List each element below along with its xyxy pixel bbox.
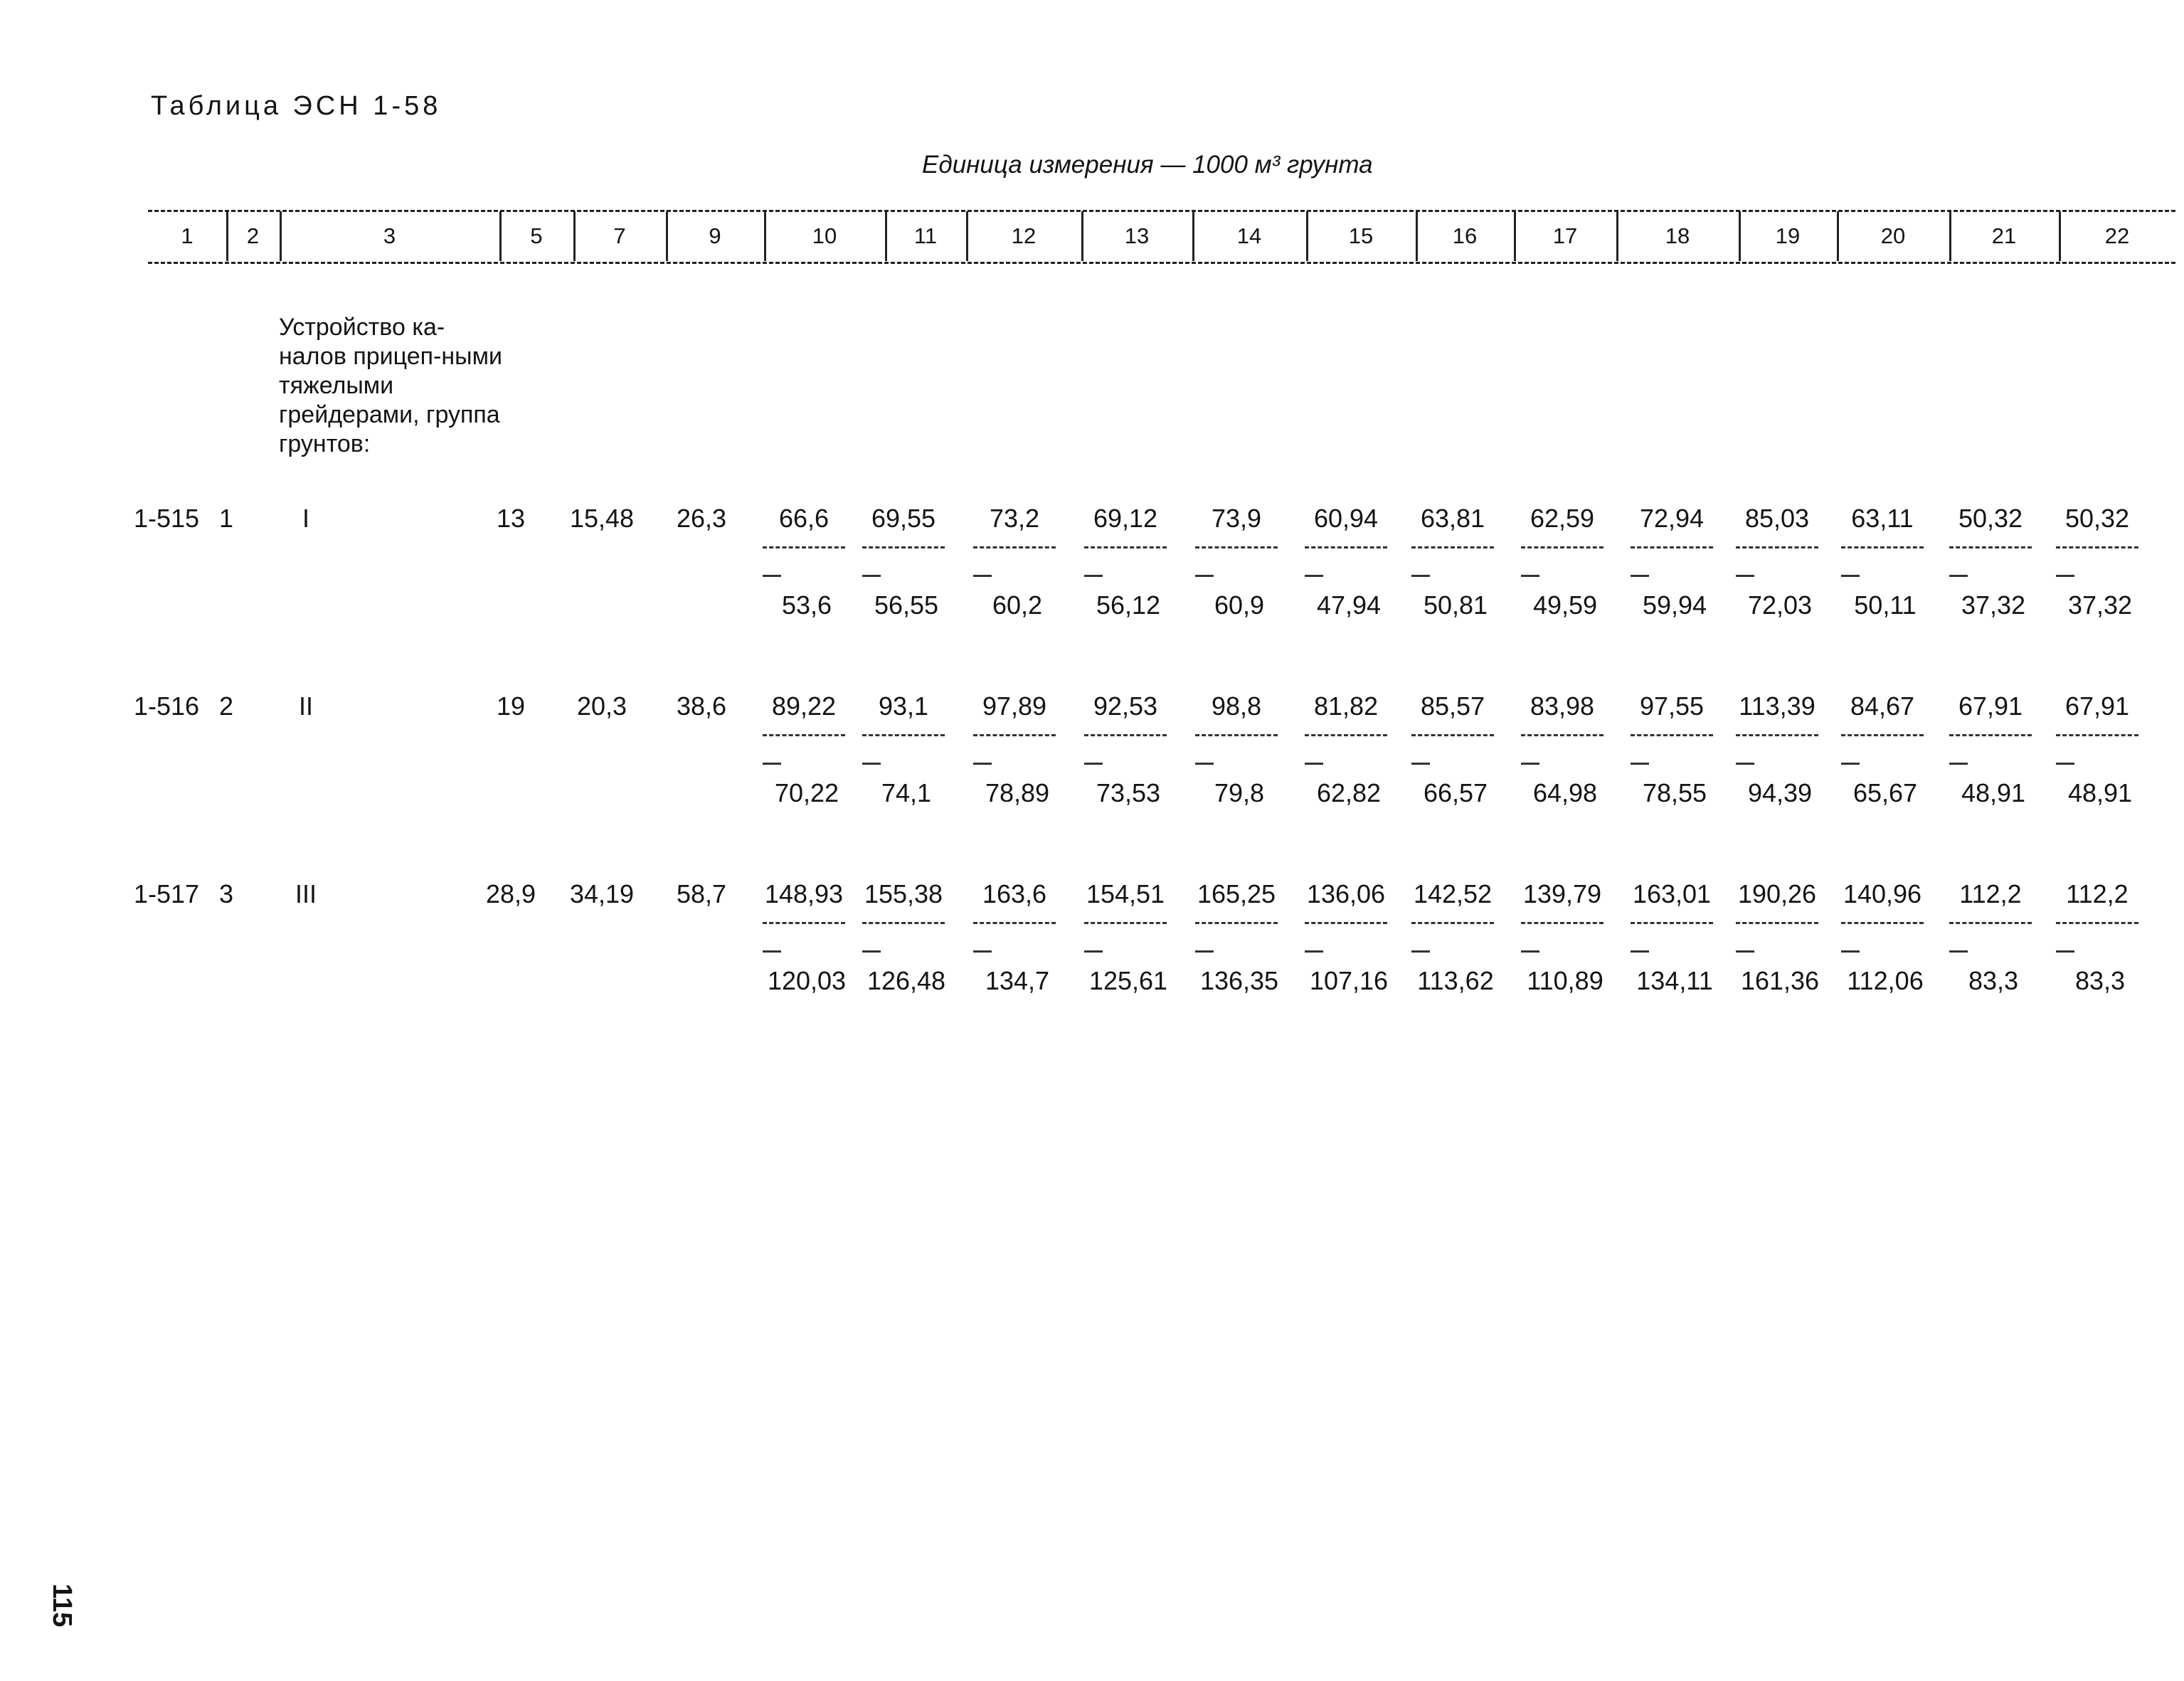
fraction-denominator: 110,89 <box>1527 966 1603 995</box>
column-header-label: 13 <box>1124 223 1150 248</box>
fraction-denominator: 79,8 <box>1214 778 1265 807</box>
fraction-bar <box>1949 546 2032 548</box>
column-header-label: 10 <box>812 223 837 248</box>
fraction-numerator: 63,11 <box>1851 504 1914 533</box>
fraction-numerator: 92,53 <box>1093 691 1158 721</box>
row-code: 1-516 <box>133 691 200 721</box>
fraction-bar <box>1841 922 1924 924</box>
column-header-row <box>148 211 2175 261</box>
fraction-denominator: 50,81 <box>1423 590 1488 620</box>
fraction-numerator: 67,91 <box>1958 691 2023 721</box>
fraction-denominator: 70,22 <box>774 778 839 807</box>
work-description: Устройство ка-налов прицеп-ными тяжелыми грейдерами, группа грунтов: <box>279 314 502 457</box>
dash-mark <box>1521 763 1539 765</box>
fraction-denominator: 136,35 <box>1199 966 1279 995</box>
dash-mark <box>1305 950 1323 953</box>
table-title: Таблица ЭСН 1-58 <box>151 91 442 121</box>
fraction-bar <box>1949 734 2032 736</box>
column-header-label: 11 <box>913 223 938 248</box>
column-header-15 <box>1306 211 1416 261</box>
column-header-label: 2 <box>246 223 260 248</box>
fraction-numerator: 83,98 <box>1530 691 1595 721</box>
fraction-denominator: 74,1 <box>881 778 932 807</box>
dash-mark <box>763 950 781 953</box>
fraction-denominator: 94,39 <box>1747 778 1813 807</box>
dash-mark <box>2056 950 2074 953</box>
fraction-bar <box>1305 734 1387 736</box>
fraction-bar <box>862 734 945 736</box>
fraction-bar <box>1631 734 1713 736</box>
fraction-bar <box>1411 734 1494 736</box>
dash-mark <box>1949 763 1968 765</box>
column-header-10 <box>764 211 885 261</box>
fraction-bar <box>2056 734 2138 736</box>
column-header-label: 18 <box>1665 223 1690 248</box>
dash-mark <box>1084 950 1103 953</box>
fraction-numerator: 165,25 <box>1197 879 1276 908</box>
dash-mark <box>862 763 881 765</box>
fraction-numerator: 97,89 <box>982 691 1047 721</box>
fraction-denominator: 65,67 <box>1852 778 1918 807</box>
dash-mark <box>1736 950 1754 953</box>
dash-mark <box>1949 950 1968 953</box>
column-header-19 <box>1739 211 1837 261</box>
fraction-numerator: 89,22 <box>771 691 837 721</box>
fraction-denominator: 72,03 <box>1747 590 1813 620</box>
dash-mark <box>1084 763 1103 765</box>
column-divider <box>280 211 282 261</box>
fraction-numerator: 148,93 <box>764 879 844 908</box>
fraction-denominator: 113,62 <box>1417 966 1494 995</box>
dash-mark <box>1736 575 1754 577</box>
fraction-denominator: 78,55 <box>1642 778 1707 807</box>
fraction-denominator: 120,03 <box>767 966 847 995</box>
column-divider <box>1514 211 1516 261</box>
col-7-value: 20,3 <box>576 691 627 721</box>
dash-mark <box>1841 950 1860 953</box>
dash-mark <box>1411 763 1430 765</box>
fraction-denominator: 83,3 <box>2074 966 2126 995</box>
column-header-label: 20 <box>1880 223 1906 248</box>
fraction-denominator: 83,3 <box>1968 966 2019 995</box>
dash-mark <box>973 575 992 577</box>
column-divider <box>1739 211 1741 261</box>
column-divider <box>1416 211 1418 261</box>
fraction-denominator: 60,2 <box>992 590 1043 620</box>
fraction-denominator: 126,48 <box>866 966 946 995</box>
fraction-denominator: 37,32 <box>2067 590 2133 620</box>
fraction-bar <box>2056 922 2138 924</box>
dash-mark <box>1411 575 1430 577</box>
column-header-7 <box>573 211 666 261</box>
fraction-numerator: 155,38 <box>864 879 943 908</box>
column-header-label: 19 <box>1775 223 1801 248</box>
fraction-numerator: 50,32 <box>2064 504 2130 533</box>
fraction-bar <box>1084 546 1167 548</box>
fraction-denominator: 64,98 <box>1532 778 1598 807</box>
fraction-denominator: 48,91 <box>1961 778 2026 807</box>
dash-mark <box>1195 575 1214 577</box>
dash-mark <box>1195 763 1214 765</box>
row-code: 1-515 <box>133 504 200 533</box>
fraction-bar <box>2056 546 2138 548</box>
column-divider <box>966 211 968 261</box>
fraction-denominator: 47,94 <box>1316 590 1382 620</box>
fraction-bar <box>1841 546 1924 548</box>
fraction-bar <box>1949 922 2032 924</box>
fraction-denominator: 107,16 <box>1309 966 1389 995</box>
dash-mark <box>763 575 781 577</box>
column-divider <box>1081 211 1083 261</box>
fraction-numerator: 63,81 <box>1420 504 1485 533</box>
fraction-numerator: 85,57 <box>1420 691 1485 721</box>
row-number: 2 <box>218 691 234 721</box>
dash-mark <box>1631 950 1649 953</box>
fraction-numerator: 69,12 <box>1093 504 1158 533</box>
dash-mark <box>1411 950 1430 953</box>
fraction-numerator: 113,39 <box>1739 691 1815 721</box>
fraction-bar <box>1521 922 1603 924</box>
col-5-value: 19 <box>496 691 526 721</box>
fraction-denominator: 59,94 <box>1642 590 1707 620</box>
fraction-bar <box>1195 546 1278 548</box>
dash-mark <box>2056 763 2074 765</box>
column-divider <box>885 211 887 261</box>
fraction-bar <box>973 734 1056 736</box>
header-bottom-rule <box>148 262 2175 264</box>
fraction-numerator: 73,9 <box>1211 504 1262 533</box>
fraction-numerator: 66,6 <box>778 504 829 533</box>
fraction-numerator: 62,59 <box>1530 504 1595 533</box>
fraction-bar <box>1736 734 1818 736</box>
column-header-label: 22 <box>2104 223 2130 248</box>
column-header-2 <box>226 211 280 261</box>
fraction-numerator: 98,8 <box>1211 691 1262 721</box>
dash-mark <box>862 950 881 953</box>
col-9-value: 26,3 <box>676 504 727 533</box>
fraction-numerator: 93,1 <box>878 691 929 721</box>
column-header-label: 9 <box>709 223 721 248</box>
column-divider <box>2059 211 2061 261</box>
fraction-denominator: 56,12 <box>1096 590 1161 620</box>
row-code: 1-517 <box>133 879 200 908</box>
column-header-20 <box>1837 211 1949 261</box>
fraction-numerator: 72,94 <box>1639 504 1705 533</box>
fraction-numerator: 60,94 <box>1313 504 1379 533</box>
col-9-value: 58,7 <box>676 879 727 908</box>
dash-mark <box>1631 763 1649 765</box>
fraction-bar <box>973 922 1056 924</box>
dash-mark <box>1521 950 1539 953</box>
column-header-label: 16 <box>1452 223 1478 248</box>
column-header-9 <box>666 211 764 261</box>
column-header-label: 17 <box>1552 223 1578 248</box>
dash-mark <box>2056 575 2074 577</box>
fraction-bar <box>862 922 945 924</box>
column-divider <box>1837 211 1839 261</box>
col-7-value: 15,48 <box>569 504 635 533</box>
col-5-value: 13 <box>496 504 526 533</box>
fraction-bar <box>1084 922 1167 924</box>
fraction-denominator: 37,32 <box>1961 590 2026 620</box>
dash-mark <box>1521 575 1539 577</box>
fraction-numerator: 154,51 <box>1086 879 1165 908</box>
column-header-label: 15 <box>1348 223 1374 248</box>
column-divider <box>764 211 766 261</box>
fraction-bar <box>1305 922 1387 924</box>
fraction-denominator: 66,57 <box>1423 778 1488 807</box>
fraction-denominator: 48,91 <box>2067 778 2133 807</box>
fraction-bar <box>1736 922 1818 924</box>
fraction-numerator: 73,2 <box>989 504 1040 533</box>
column-header-label: 21 <box>1991 223 2017 248</box>
fraction-numerator: 190,26 <box>1737 879 1817 908</box>
fraction-denominator: 62,82 <box>1316 778 1382 807</box>
dash-mark <box>973 950 992 953</box>
soil-group: II <box>298 691 314 721</box>
column-header-1 <box>148 211 226 261</box>
column-header-5 <box>499 211 573 261</box>
col-5-value: 28,9 <box>485 879 536 908</box>
column-divider <box>573 211 576 261</box>
fraction-numerator: 136,06 <box>1306 879 1386 908</box>
fraction-denominator: 134,7 <box>985 966 1050 995</box>
fraction-denominator: 56,55 <box>874 590 939 620</box>
dash-mark <box>1949 575 1968 577</box>
dash-mark <box>1736 763 1754 765</box>
fraction-bar <box>862 546 945 548</box>
fraction-numerator: 112,2 <box>1959 879 2022 908</box>
fraction-numerator: 84,67 <box>1850 691 1915 721</box>
dash-mark <box>1841 575 1860 577</box>
fraction-numerator: 85,03 <box>1744 504 1810 533</box>
fraction-numerator: 97,55 <box>1639 691 1705 721</box>
fraction-numerator: 163,6 <box>982 879 1047 908</box>
fraction-denominator: 161,36 <box>1740 966 1820 995</box>
fraction-denominator: 49,59 <box>1532 590 1598 620</box>
fraction-numerator: 142,52 <box>1413 879 1493 908</box>
col-7-value: 34,19 <box>569 879 635 908</box>
fraction-denominator: 134,11 <box>1636 966 1713 995</box>
column-divider <box>1949 211 1951 261</box>
dash-mark <box>1305 763 1323 765</box>
row-number: 3 <box>218 879 234 908</box>
fraction-bar <box>973 546 1056 548</box>
unit-note: Единица измерения — 1000 м³ грунта <box>922 151 1373 179</box>
column-header-12 <box>966 211 1081 261</box>
column-header-label: 5 <box>530 223 543 248</box>
column-divider <box>1192 211 1194 261</box>
column-header-label: 14 <box>1236 223 1262 248</box>
fraction-numerator: 139,79 <box>1522 879 1602 908</box>
column-header-label: 12 <box>1011 223 1037 248</box>
dash-mark <box>1631 575 1649 577</box>
page-number: 115 <box>47 1584 77 1628</box>
fraction-denominator: 112,06 <box>1847 966 1924 995</box>
fraction-denominator: 125,61 <box>1088 966 1168 995</box>
column-header-13 <box>1081 211 1192 261</box>
column-divider <box>1616 211 1618 261</box>
column-header-3 <box>280 211 499 261</box>
fraction-bar <box>763 546 845 548</box>
fraction-bar <box>1411 922 1494 924</box>
fraction-denominator: 78,89 <box>985 778 1050 807</box>
fraction-denominator: 73,53 <box>1096 778 1161 807</box>
dash-mark <box>973 763 992 765</box>
dash-mark <box>1841 763 1860 765</box>
fraction-numerator: 69,55 <box>871 504 936 533</box>
column-header-11 <box>885 211 966 261</box>
fraction-denominator: 50,11 <box>1854 590 1917 620</box>
fraction-numerator: 67,91 <box>2064 691 2130 721</box>
column-header-22 <box>2059 211 2175 261</box>
dash-mark <box>763 763 781 765</box>
column-header-14 <box>1192 211 1306 261</box>
col-9-value: 38,6 <box>676 691 727 721</box>
column-divider <box>1306 211 1308 261</box>
fraction-bar <box>1521 734 1603 736</box>
fraction-bar <box>1195 734 1278 736</box>
column-header-17 <box>1514 211 1616 261</box>
fraction-denominator: 53,6 <box>781 590 832 620</box>
fraction-denominator: 60,9 <box>1214 590 1265 620</box>
dash-mark <box>1305 575 1323 577</box>
fraction-numerator: 140,96 <box>1843 879 1922 908</box>
row-number: 1 <box>218 504 234 533</box>
fraction-bar <box>763 734 845 736</box>
fraction-bar <box>763 922 845 924</box>
fraction-bar <box>1631 546 1713 548</box>
fraction-bar <box>1411 546 1494 548</box>
column-header-18 <box>1616 211 1739 261</box>
column-divider <box>226 211 228 261</box>
column-header-16 <box>1416 211 1514 261</box>
column-divider <box>666 211 668 261</box>
fraction-numerator: 81,82 <box>1313 691 1379 721</box>
fraction-bar <box>1084 734 1167 736</box>
dash-mark <box>1195 950 1214 953</box>
fraction-bar <box>1841 734 1924 736</box>
fraction-numerator: 112,2 <box>2066 879 2129 908</box>
column-header-label: 7 <box>613 223 626 248</box>
fraction-bar <box>1305 546 1387 548</box>
fraction-bar <box>1736 546 1818 548</box>
column-header-label: 3 <box>383 223 396 248</box>
soil-group: I <box>302 504 310 533</box>
dash-mark <box>1084 575 1103 577</box>
fraction-bar <box>1631 922 1713 924</box>
dash-mark <box>862 575 881 577</box>
soil-group: III <box>295 879 317 908</box>
fraction-numerator: 163,01 <box>1632 879 1712 908</box>
fraction-bar <box>1521 546 1603 548</box>
column-header-label: 1 <box>181 223 194 248</box>
column-divider <box>499 211 502 261</box>
fraction-numerator: 50,32 <box>1958 504 2023 533</box>
fraction-bar <box>1195 922 1278 924</box>
column-header-21 <box>1949 211 2059 261</box>
